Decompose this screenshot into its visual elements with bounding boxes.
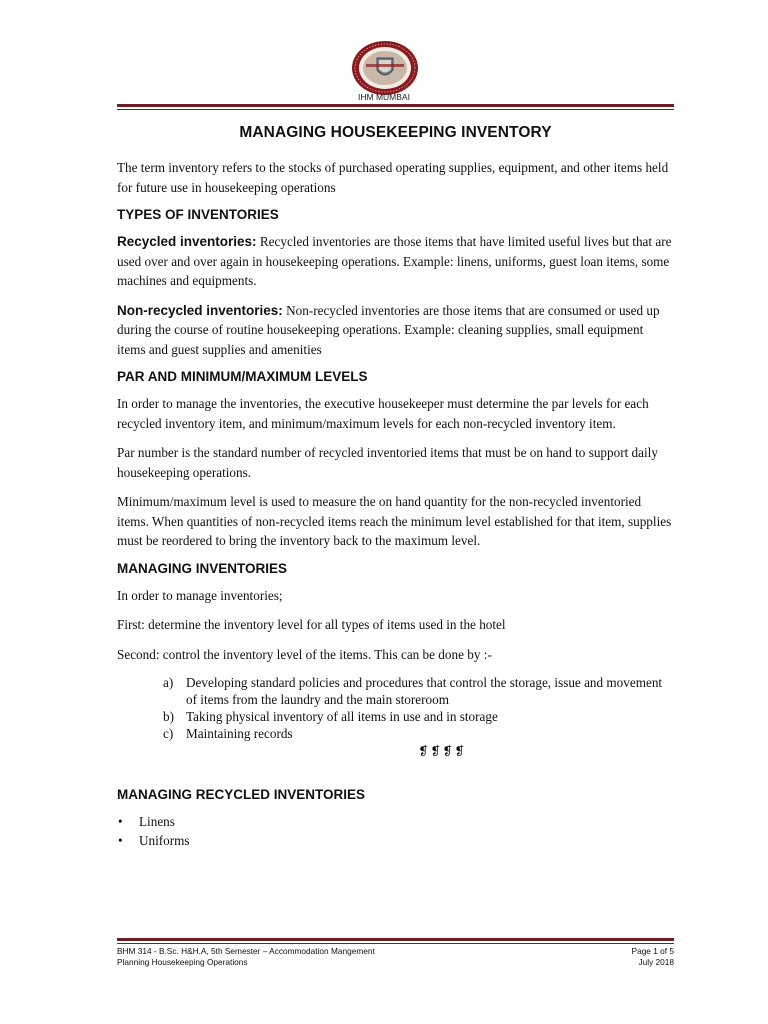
footer-date: July 2018 — [638, 956, 674, 967]
list-item-text: Developing standard policies and procedures that control the storage, issue and movement of items from the laundry and the main storeroom — [186, 675, 663, 707]
section-heading-par: PAR AND MINIMUM/MAXIMUM LEVELS — [117, 369, 368, 384]
footer-course-info: BHM 314 - B.Sc. H&H.A, 5th Semester – Accommodation Mangement — [117, 946, 375, 956]
list-item — [117, 812, 674, 831]
recycled-items-list — [117, 812, 674, 850]
par-paragraph-2: Par number is the standard number of recycled inventoried items that must be on hand to support daily housekeeping operations. — [117, 445, 658, 480]
list-item-text: Maintaining records — [186, 726, 293, 741]
list-item — [117, 831, 674, 850]
non-recycled-paragraph — [117, 301, 674, 360]
list-item-text: Linens — [139, 814, 175, 829]
managing-paragraph-3: Second: control the inventory level of the items. This can be done by :- — [117, 646, 492, 662]
footer-rule-thin — [117, 943, 674, 944]
bullet-icon: • — [118, 833, 123, 848]
footer-page-number: Page 1 of 5 — [631, 946, 674, 956]
footer-rule-thick — [117, 938, 674, 941]
intro-paragraph: The term inventory refers to the stocks of purchased operating supplies, equipment, and other items held for future use in housekeeping operations — [117, 160, 669, 195]
list-item-text: Taking physical inventory of all items in use and in storage — [186, 709, 498, 724]
section-heading-recycled: MANAGING RECYCLED INVENTORIES — [117, 787, 366, 802]
page-footer — [117, 946, 674, 967]
par-paragraph-3: Minimum/maximum level is used to measure the on hand quantity for the non-recycled inventoried items. When quantities of non-recycled items reach the minimum level established for that item, supplies must be reordered to bring the inventory back to the maximum level. — [117, 494, 672, 548]
list-item — [163, 674, 674, 708]
ornament-divider: ❡❡❡❡ — [418, 744, 467, 758]
footer-chapter-title: Planning Housekeeping Operations — [117, 956, 248, 967]
recycled-paragraph — [117, 232, 674, 291]
managing-paragraph-1: In order to manage inventories; — [117, 587, 283, 603]
control-methods-list — [117, 674, 674, 742]
non-recycled-text: Non-recycled inventories are those items that are consumed or used up during the course of routine housekeeping operations. Example: cleaning supplies, small equipment items and guest supplies and amenities — [117, 302, 660, 357]
document-body — [117, 124, 674, 850]
non-recycled-term: Non-recycled inventories: — [117, 302, 283, 318]
list-marker: c) — [163, 726, 174, 741]
logo-caption: IHM MUMBAI — [358, 92, 410, 102]
header-rule-thick — [117, 104, 674, 107]
list-marker: b) — [163, 709, 174, 724]
list-marker: a) — [163, 675, 174, 690]
par-paragraph-1: In order to manage the inventories, the executive housekeeper must determine the par levels for each recycled inventory item, and minimum/maximum levels for each non-recycled inventory item. — [117, 396, 649, 431]
list-item — [163, 708, 674, 725]
managing-paragraph-2: First: determine the inventory level for all types of items used in the hotel — [117, 617, 506, 632]
bullet-icon: • — [118, 814, 123, 829]
section-heading-managing: MANAGING INVENTORIES — [117, 560, 288, 576]
section-heading-types: TYPES OF INVENTORIES — [117, 207, 279, 222]
list-item — [163, 725, 674, 742]
recycled-term: Recycled inventories: — [117, 234, 257, 249]
header-rule-thin — [117, 109, 674, 110]
institute-seal-logo — [349, 40, 421, 96]
list-item-text: Uniforms — [139, 833, 190, 848]
page-title: MANAGING HOUSEKEEPING INVENTORY — [239, 124, 552, 141]
recycled-text: Recycled inventories are those items that have limited useful lives but that are used over and over again in housekeeping operations. Example: linens, uniforms, guest loan items, some machines and equipments. — [117, 234, 672, 288]
